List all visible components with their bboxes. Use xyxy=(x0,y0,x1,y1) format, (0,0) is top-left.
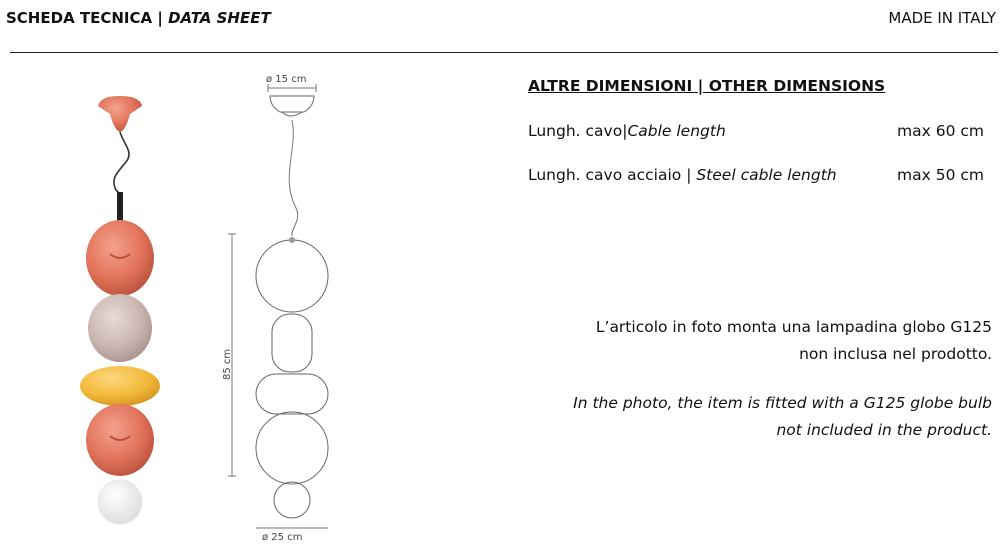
technical-drawing xyxy=(210,68,350,546)
made-in-italy-label: MADE IN ITALY xyxy=(888,9,996,27)
bottom-diameter-label: ø 25 cm xyxy=(262,532,303,543)
steel-cable-value: max 50 cm xyxy=(897,166,984,184)
note-english-line-2: not included in the product. xyxy=(776,421,992,439)
product-photo xyxy=(60,90,180,530)
note-italian xyxy=(522,314,992,368)
note-english-line-1: In the photo, the item is fitted with a G125 globe bulb xyxy=(573,394,992,412)
steel-cable-label-en: Steel cable length xyxy=(696,166,837,184)
datasheet-title xyxy=(6,9,271,27)
height-dimension-label: 85 cm xyxy=(222,348,233,380)
note-english xyxy=(522,390,992,444)
note-italian-line-1: L’articolo in foto monta una lampadina globo G125 xyxy=(595,318,992,336)
steel-cable-label-it: Lungh. cavo acciaio | xyxy=(528,166,697,184)
title-italian: SCHEDA TECNICA | xyxy=(6,9,163,27)
note-italian-line-2: non inclusa nel prodotto. xyxy=(799,345,992,363)
cable-length-value: max 60 cm xyxy=(897,122,984,140)
cable-length-label-it: Lungh. cavo| xyxy=(528,122,628,140)
header-divider xyxy=(10,52,998,53)
title-english: DATA SHEET xyxy=(168,9,271,27)
other-dimensions-heading: ALTRE DIMENSIONI | OTHER DIMENSIONS xyxy=(528,77,886,95)
top-diameter-label: ø 15 cm xyxy=(266,74,307,85)
cable-length-label-en: Cable length xyxy=(627,122,726,140)
